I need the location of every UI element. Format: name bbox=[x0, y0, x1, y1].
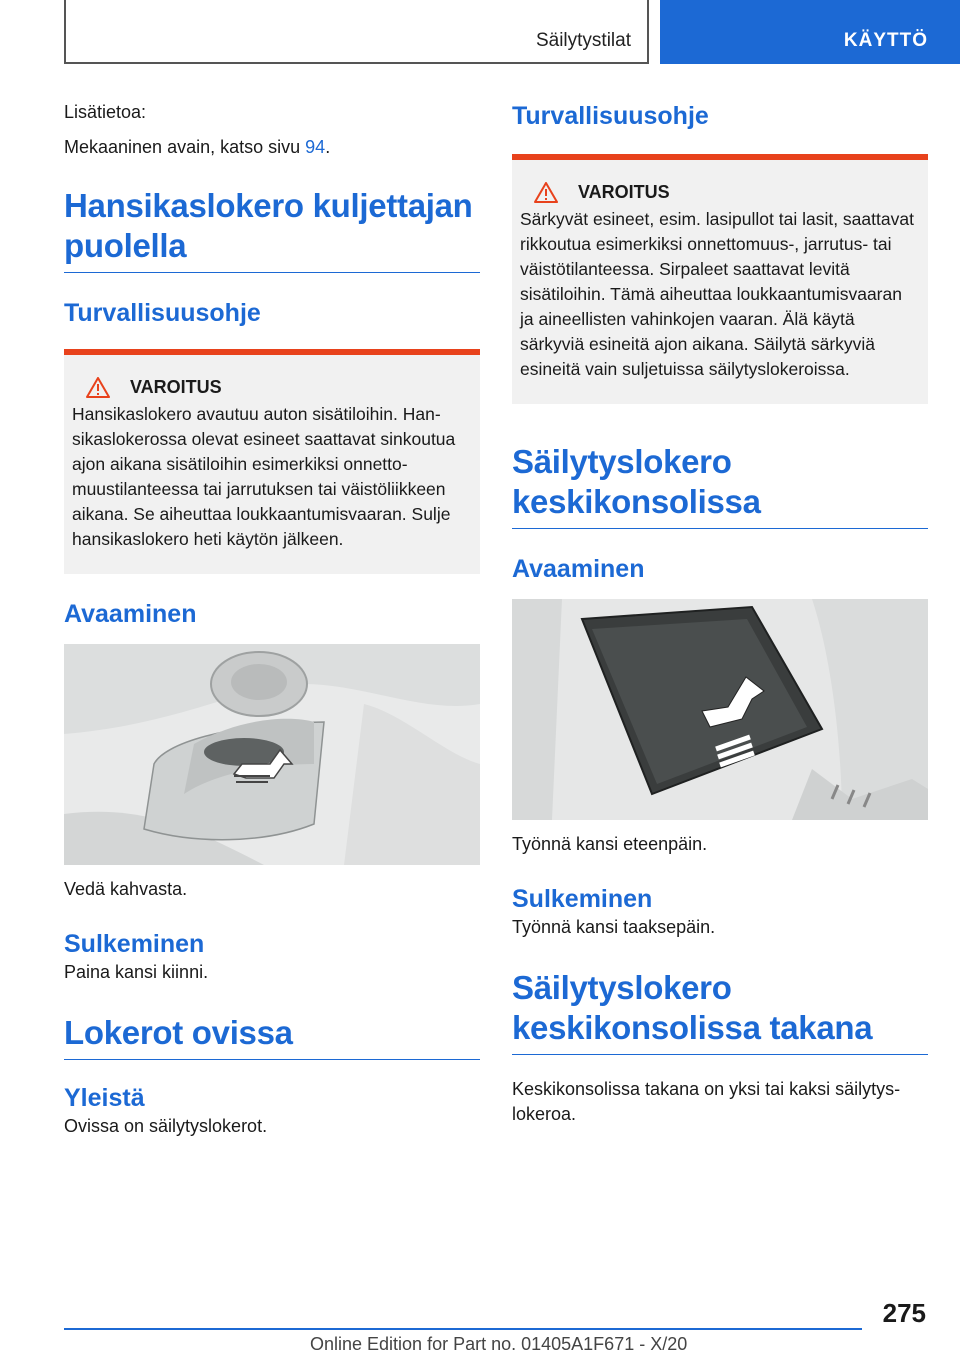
heading-open-left: Avaaminen bbox=[64, 600, 197, 628]
heading-safety-right: Turvallisuusohje bbox=[512, 102, 709, 130]
open-caption-right: Työnnä kansi eteenpäin. bbox=[512, 834, 708, 854]
page-number: 275 bbox=[882, 1298, 926, 1328]
heading-doors: Lokerot ovissa bbox=[64, 1013, 480, 1060]
header-chapter-label: KÄYTTÖ bbox=[843, 30, 928, 51]
open-caption-left: Vedä kahvasta. bbox=[64, 879, 188, 899]
warning-text-right: Särkyvät esineet, esim. lasipullot tai lasit, saattavat rikkoutua esimerkiksi onnettomuus-, jarrutus- tai väistötilanteessa. Sirpaleet saattavat levitä sisätiloihin. Tämä aiheuttaa loukkaantumisvaaran ja aineellisten vahinkojen vaaran. Älä käytä särkyviä esineitä ajon aikana. Säilytä särkyviä esineitä vain suljetuissa säilytyslokeroissa. bbox=[520, 209, 914, 379]
header-section-title: Säilytystilat bbox=[535, 30, 631, 51]
warning-box-left bbox=[64, 349, 480, 574]
heading-open-right: Avaaminen bbox=[512, 555, 645, 583]
info-text: Mekaaninen avain, katso sivu 94. bbox=[64, 137, 331, 157]
warning-title-right: VAROITUS bbox=[520, 182, 920, 203]
info-label: Lisätietoa: bbox=[64, 102, 147, 122]
page-link[interactable]: 94 bbox=[305, 137, 326, 157]
general-text: Ovissa on säilytyslokerot. bbox=[64, 1116, 268, 1136]
heading-safety-left: Turvallisuusohje bbox=[64, 299, 261, 327]
heading-console: Säilytyslokero keskikonsolissa bbox=[512, 442, 928, 529]
glovebox-photo bbox=[64, 644, 480, 865]
warning-box-right bbox=[512, 154, 928, 404]
warning-triangle-icon bbox=[534, 182, 558, 203]
footer-divider bbox=[64, 1328, 862, 1330]
warning-triangle-icon bbox=[86, 377, 110, 398]
warning-text-left: Hansikaslokero avautuu auton sisätiloihin. Hansikaslokerossa olevat esineet saattavat sinkoutua ajon aikana sisätiloihin esimerkiksi onnettomuustilanteessa tai jarrutuksen tai väistöliikkeen aikana. Se aiheuttaa loukkaantumisvaaran. Sulje hansikaslokero heti käytön jälkeen. bbox=[72, 404, 456, 549]
heading-close-left: Sulkeminen bbox=[64, 930, 205, 958]
left-column bbox=[64, 100, 480, 1139]
right-column bbox=[512, 100, 928, 1127]
heading-console-rear: Säilytyslokero keskikonsolissa takana bbox=[512, 968, 928, 1055]
heading-glovebox: Hansikaslokero kuljettajan puolella bbox=[64, 186, 480, 273]
footer-edition: Online Edition for Part no. 01405A1F671 - X/20 bbox=[310, 1334, 688, 1354]
heading-general: Yleistä bbox=[64, 1084, 145, 1112]
header-chapter-tab[interactable] bbox=[660, 0, 960, 64]
header-frame bbox=[64, 0, 649, 64]
console-photo bbox=[512, 599, 928, 820]
heading-close-right: Sulkeminen bbox=[512, 885, 653, 913]
warning-title-left: VAROITUS bbox=[72, 377, 472, 398]
close-text-left: Paina kansi kiinni. bbox=[64, 962, 209, 982]
close-text-right: Työnnä kansi taaksepäin. bbox=[512, 917, 716, 937]
rear-text: Keskikonsolissa takana on yksi tai kaksi säilytyslokeroa. bbox=[512, 1079, 901, 1124]
